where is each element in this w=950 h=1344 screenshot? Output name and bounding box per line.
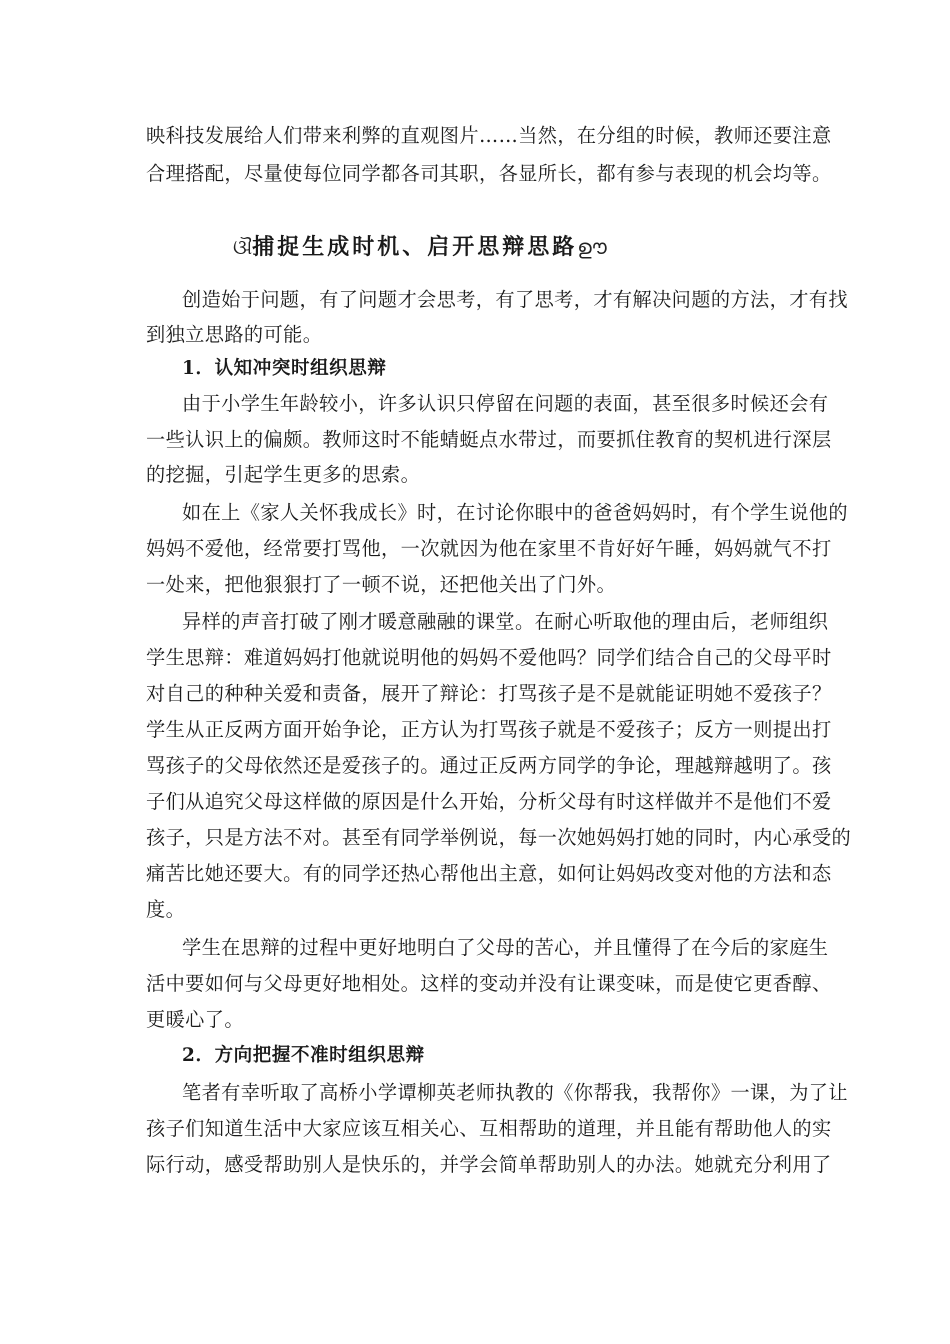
paragraph-line: 由于小学生年龄较小，许多认识只停留在问题的表面，甚至很多时候还会有 [182, 392, 829, 415]
paragraph-line: 创造始于问题，有了问题才会思考，有了思考，才有解决问题的方法，才有找 [182, 288, 848, 311]
paragraph-line: 际行动，感受帮助别人是快乐的，并学会简单帮助别人的办法。她就充分利用了 [146, 1153, 832, 1176]
ornament-right-icon: ഊ [577, 235, 607, 259]
paragraph-line: 学生思辩：难道妈妈打他就说明他的妈妈不爱他吗？同学们结合自己的父母平时 [146, 646, 832, 669]
paragraph-line: 对自己的种种关爱和责备，展开了辩论：打骂孩子是不是就能证明她不爱孩子？ [146, 682, 832, 705]
subheading-1: 1．认知冲突时组织思辩 [182, 358, 387, 379]
paragraph-line: 骂孩子的父母依然还是爱孩子的。通过正反两方同学的争论，理越辩越明了。孩 [146, 754, 832, 777]
subheading-2: 2．方向把握不准时组织思辩 [182, 1045, 425, 1066]
paragraph-line: 笔者有幸听取了高桥小学谭柳英老师执教的《你帮我，我帮你》一课，为了让 [182, 1081, 848, 1104]
paragraph-line: 痛苦比她还要大。有的同学还热心帮他出主意，如何让妈妈改变对他的方法和态 [146, 862, 832, 885]
paragraph-line: 的挖掘，引起学生更多的思索。 [146, 463, 421, 486]
ornament-left-icon: ଔ [233, 235, 253, 259]
paragraph-line: 到独立思路的可能。 [146, 323, 323, 346]
paragraph-line: 活中要如何与父母更好地相处。这样的变动并没有让课变味，而是使它更香醇、 [146, 972, 832, 995]
paragraph-line: 妈妈不爱他，经常要打骂他，一次就因为他在家里不肯好好午睡，妈妈就气不打 [146, 537, 832, 560]
paragraph-line: 孩子，只是方法不对。甚至有同学举例说，每一次她妈妈打她的同时，内心承受的 [146, 826, 852, 849]
paragraph-line: 一处来，把他狠狠打了一顿不说，还把他关出了门外。 [146, 573, 617, 596]
section-heading [233, 233, 607, 261]
paragraph-line: 异样的声音打破了刚才暖意融融的课堂。在耐心听取他的理由后，老师组织 [182, 610, 829, 633]
paragraph-line: 孩子们知道生活中大家应该互相关心、互相帮助的道理，并且能有帮助他人的实 [146, 1117, 832, 1140]
section-title: 捕捉生成时机、启开思辩思路 [252, 234, 578, 260]
intro-line-1: 映科技发展给人们带来利弊的直观图片……当然，在分组的时候，教师还要注意 [146, 124, 832, 147]
paragraph-line: 如在上《家人关怀我成长》时，在讨论你眼中的爸爸妈妈时，有个学生说他的 [182, 501, 848, 524]
paragraph-line: 更暖心了。 [146, 1008, 244, 1031]
paragraph-line: 一些认识上的偏颇。教师这时不能蜻蜓点水带过，而要抓住教育的契机进行深层 [146, 428, 832, 451]
paragraph-line: 子们从追究父母这样做的原因是什么开始，分析父母有时这样做并不是他们不爱 [146, 790, 832, 813]
paragraph-line: 度。 [146, 898, 186, 921]
intro-line-2: 合理搭配，尽量使每位同学都各司其职，各显所长，都有参与表现的机会均等。 [146, 162, 832, 185]
paragraph-line: 学生在思辩的过程中更好地明白了父母的苦心，并且懂得了在今后的家庭生 [182, 936, 829, 959]
paragraph-line: 学生从正反两方面开始争论，正方认为打骂孩子就是不爱孩子；反方一则提出打 [146, 718, 832, 741]
